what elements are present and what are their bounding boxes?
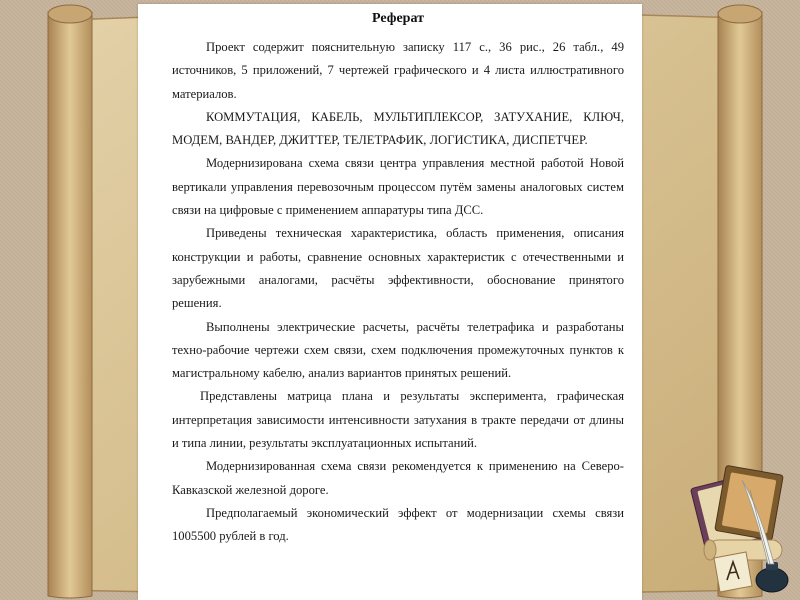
paragraph-7: Модернизированная схема связи рекомендуется к применению на Северо-Кавказской железной дороге.	[172, 459, 624, 497]
books-quill-decoration	[690, 440, 800, 600]
document-page	[138, 4, 642, 600]
paragraph-4: Приведены техническая характеристика, область применения, описания конструкции и работы, сравнение основных характеристик с отечественными и зарубежными аналогами, расчёты эффективности, обоснование принятого решения.	[172, 226, 624, 311]
paragraph-6: Представлены матрица плана и результаты эксперимента, графическая интерпретация зависимости интенсивности затухания в тракте передачи от длины и типа линии, результаты эксплуатационных испытаний.	[172, 389, 624, 451]
document-title: Реферат	[372, 11, 424, 26]
paragraph-1: Проект содержит пояснительную записку 117 с., 36 рис., 26 табл., 49 источников, 5 приложений, 7 чертежей графического и 4 листа иллюстративного материалов.	[172, 40, 624, 101]
inkwell-icon	[756, 562, 788, 592]
paragraph-3: Модернизирована схема связи центра управления местной работой Новой вертикали управления перевозочным процессом путём замены аналоговых систем связи на цифровые с применением аппаратуры типа ДСС.	[172, 156, 624, 218]
paragraph-2: КОММУТАЦИЯ, КАБЕЛЬ, МУЛЬТИПЛЕКСОР, ЗАТУХАНИЕ, КЛЮЧ, МОДЕМ, ВАНДЕР, ДЖИТТЕР, ТЕЛЕТРАФИК, ЛОГИСТИКА, ДИСПЕТЧЕР.	[172, 109, 624, 148]
paragraph-5: Выполнены электрические расчеты, расчёты телетрафика и разработаны техно-рабочие чертежи схем связи, схем подключения промежуточных пунктов к магистральному кабелю, анализ вариантов принятых решений.	[172, 319, 624, 381]
letter-page-icon	[714, 552, 752, 592]
paragraph-8: Предполагаемый экономический эффект от модернизации схемы связи 1005500 рублей в год.	[172, 505, 624, 544]
